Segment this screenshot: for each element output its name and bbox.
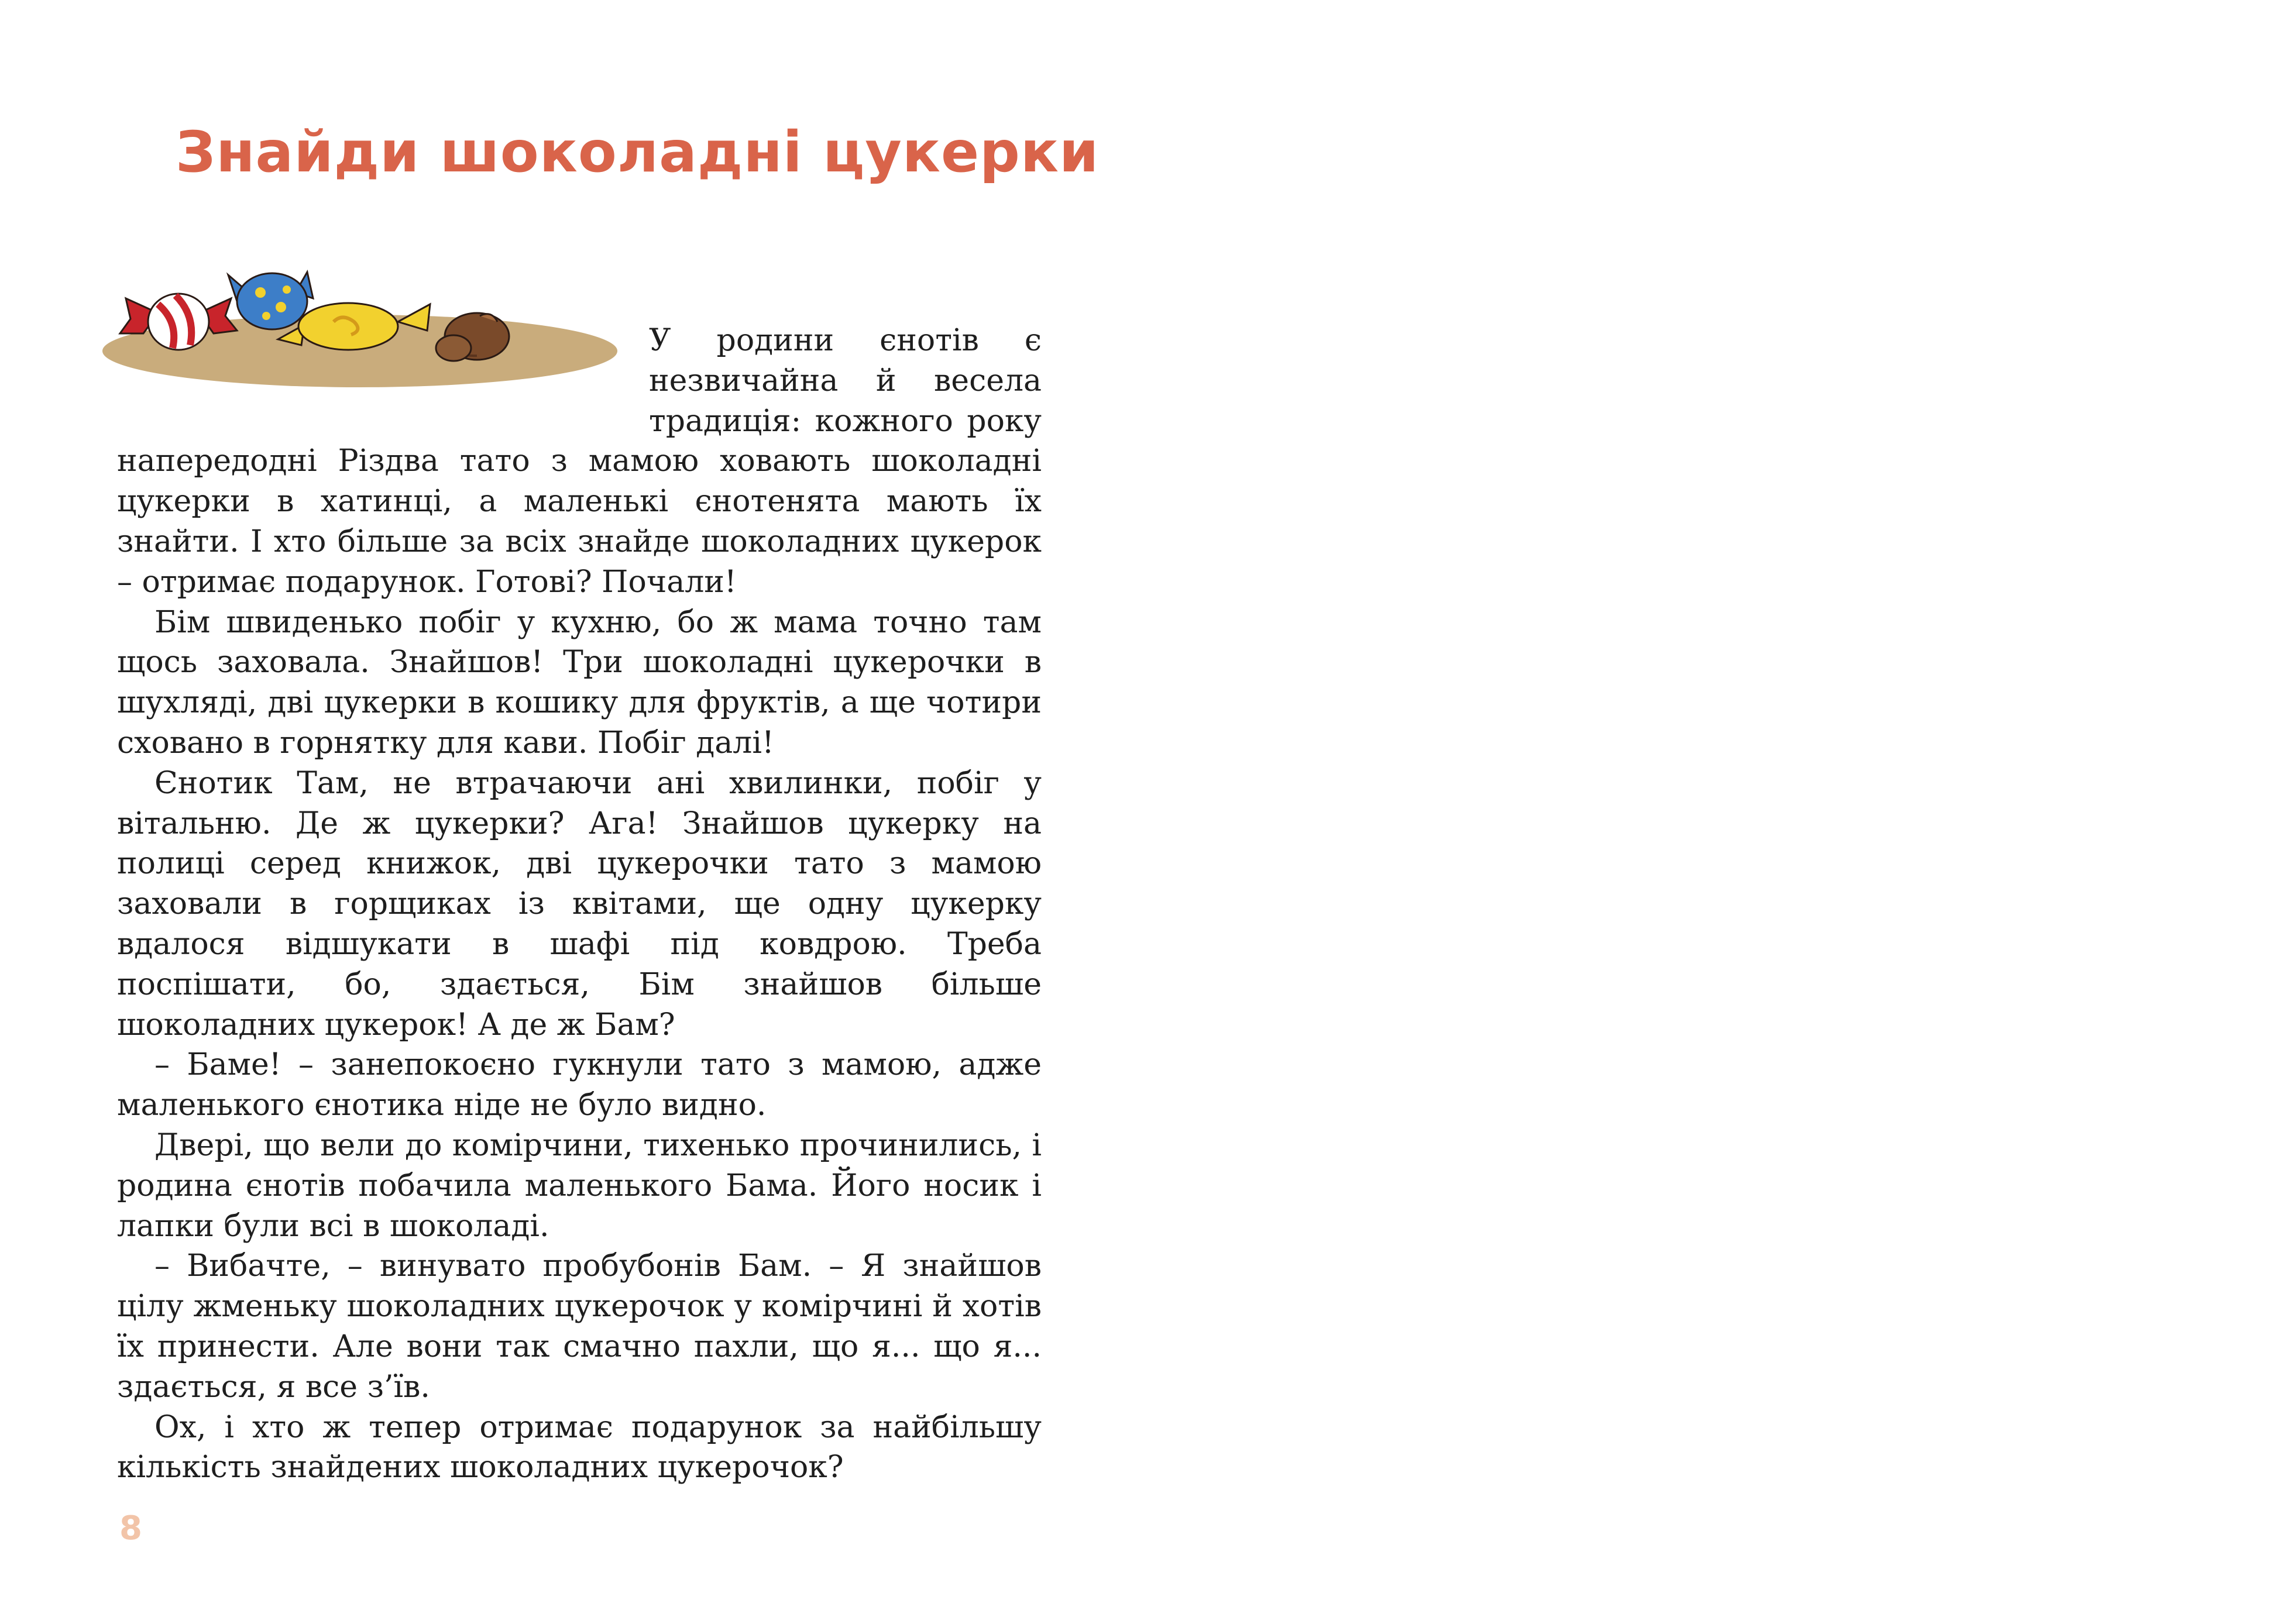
page-number: 8: [119, 1509, 142, 1547]
paragraph-2: Бім швиденько побіг у кухню, бо ж мама точно там щось заховала. Знайшов! Три шоколадні цукерочки в шухляді, дві цукерки в кошику для фруктів, а ще чотири сховано в горнятку для кави. Побіг далі!: [117, 604, 1042, 761]
illustration-wrap-space: [117, 321, 647, 441]
paragraph-text: У родини єнотів є незвичайна й весела традиція: кожного року напередодні Різдва тато з мамою ховають шоколадні цукерки в хатинці, а маленькі єнотенята мають їх знайти. І хто більше за всіх знайде шоколадних цукерок – отримає подарунок. Готові? Почали!: [117, 323, 1042, 600]
right-page: [1140, 0, 2281, 1624]
paragraph-7: Ох, і хто ж тепер отримає подарунок за найбільшу кількість знайдених шоколадних цукерочок?: [117, 1409, 1042, 1485]
paragraph-6: – Вибачте, – винувато пробубонів Бам. – Я знайшов цілу жменьку шоколадних цукерочок у комірчині й хотів їх принести. Але вони так смачно пахли, що я... що я... здається, я все з’їв.: [117, 1248, 1042, 1405]
paragraph-3: Єнотик Там, не втрачаючи ані хвилинки, побіг у вітальню. Де ж цукерки? Ага! Знайшов цукерку на полиці серед книжок, дві цукерочки тато з мамою заховали в горщиках із квітами, ще одну цукерку вдалося відшукати в шафі під ковдрою. Треба поспішати, бо, здається, Бім знайшов більше шоколадних цукерок! А де ж Бам?: [117, 765, 1042, 1042]
paragraph-4: – Баме! – занепокоєно гукнули тато з мамою, адже маленького єнотика ніде не було видно.: [117, 1047, 1042, 1123]
story-title: Знайди шоколадні цукерки: [176, 119, 1100, 185]
story-text: [117, 321, 1042, 1488]
paragraph-5: Двері, що вели до комірчини, тихенько прочинились, і родина єнотів побачила маленького Бама. Його носик і лапки були всі в шоколаді.: [117, 1127, 1042, 1244]
paragraph-1: [117, 321, 1042, 603]
left-page: [0, 0, 1140, 1624]
